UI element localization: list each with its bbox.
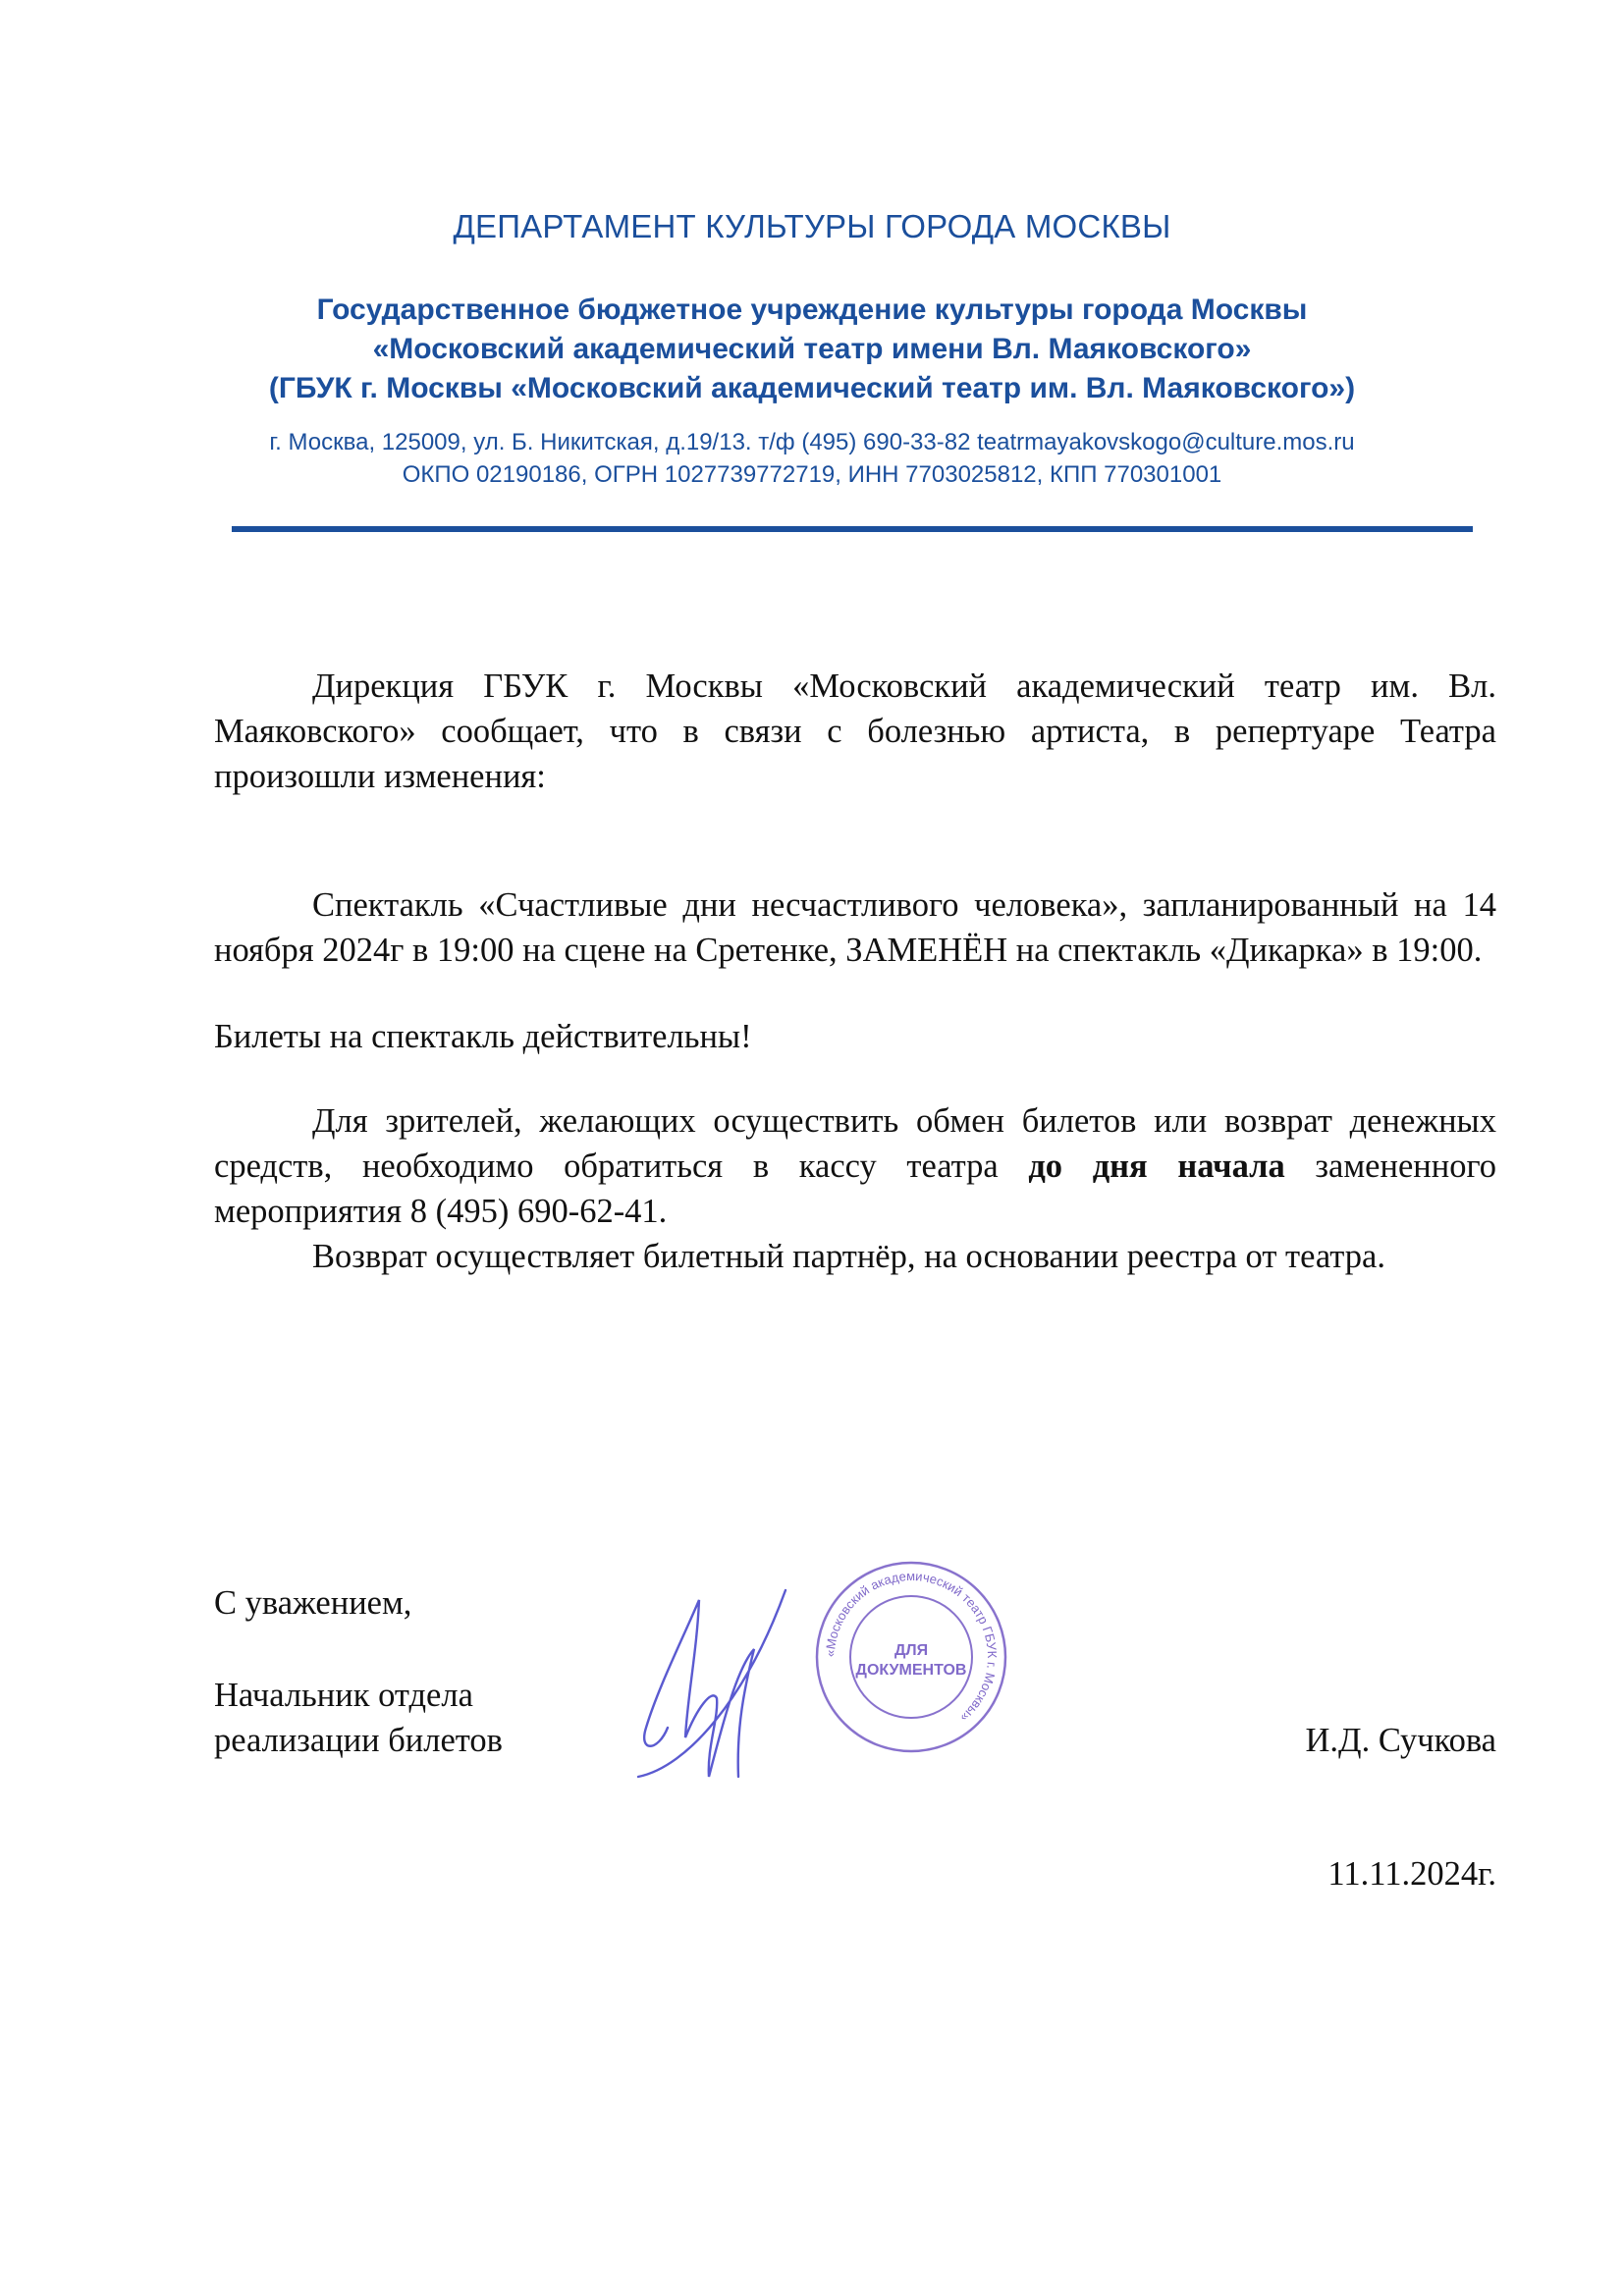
letter-body [214, 664, 1496, 1279]
org-line-3: (ГБУК г. Москвы «Московский академический театр им. Вл. Маяковского») [268, 372, 1356, 404]
signatory-name: И.Д. Сучкова [1305, 1722, 1496, 1759]
signatory-position [214, 1673, 503, 1763]
closing-regards: С уважением, [214, 1584, 412, 1622]
paragraph-replacement: Спектакль «Счастливые дни несчастливого человека», запланированный на 14 ноября 2024г в 19:00 на сцене на Сретенке, ЗАМЕНЁН на спектакль «Дикарка» в 19:00. [214, 886, 1496, 969]
org-line-2: «Московский академический театр имени Вл. Маяковского» [372, 333, 1252, 365]
signature-stroke [638, 1590, 785, 1777]
position-line-2: реализации билетов [214, 1722, 503, 1759]
address-line-1: г. Москва, 125009, ул. Б. Никитская, д.19/13. т/ф (495) 690-33-82 teatrmayakovskogo@culture.mos.ru [269, 429, 1355, 455]
paragraph-refund: Возврат осуществляет билетный партнёр, на основании реестра от театра. [312, 1238, 1385, 1275]
org-line-1: Государственное бюджетное учреждение культуры города Москвы [316, 294, 1308, 326]
paragraph-intro: Дирекция ГБУК г. Москвы «Московский академический театр им. Вл. Маяковского» сообщает, что в связи с болезнью артиста, в репертуаре Театра произошли изменения: [214, 667, 1496, 795]
stamp-center-line-2: ДОКУМЕНТОВ [855, 1662, 967, 1679]
exchange-text-start: Для зрителей, желающих осуществить обмен билетов или возврат денежных средств, необходимо обратиться в кассу театра [214, 1102, 1496, 1185]
address-block [0, 426, 1624, 491]
address-line-2: ОКПО 02190186, ОГРН 1027739772719, ИНН 7703025812, КПП 770301001 [402, 461, 1222, 488]
department-title: ДЕПАРТАМЕНТ КУЛЬТУРЫ ГОРОДА МОСКВЫ [453, 208, 1171, 244]
stamp-ring-text: «Московский академический театр ГБУК г. Москвы» [822, 1568, 1001, 1726]
paragraph-exchange [214, 1098, 1496, 1234]
letter-date: 11.11.2024г. [1327, 1855, 1496, 1893]
official-stamp [813, 1559, 1009, 1755]
letterhead-divider [232, 526, 1473, 532]
handwritten-signature [628, 1580, 805, 1796]
paragraph-tickets-valid: Билеты на спектакль действительны! [214, 1018, 752, 1055]
organization-name [0, 291, 1624, 408]
stamp-center-line-1: ДЛЯ [893, 1642, 929, 1659]
exchange-text-end: замененного мероприятия 8 (495) 690-62-41. [214, 1148, 1496, 1230]
exchange-deadline: до дня начала [1028, 1148, 1285, 1185]
position-line-1: Начальник отдела [214, 1677, 473, 1714]
